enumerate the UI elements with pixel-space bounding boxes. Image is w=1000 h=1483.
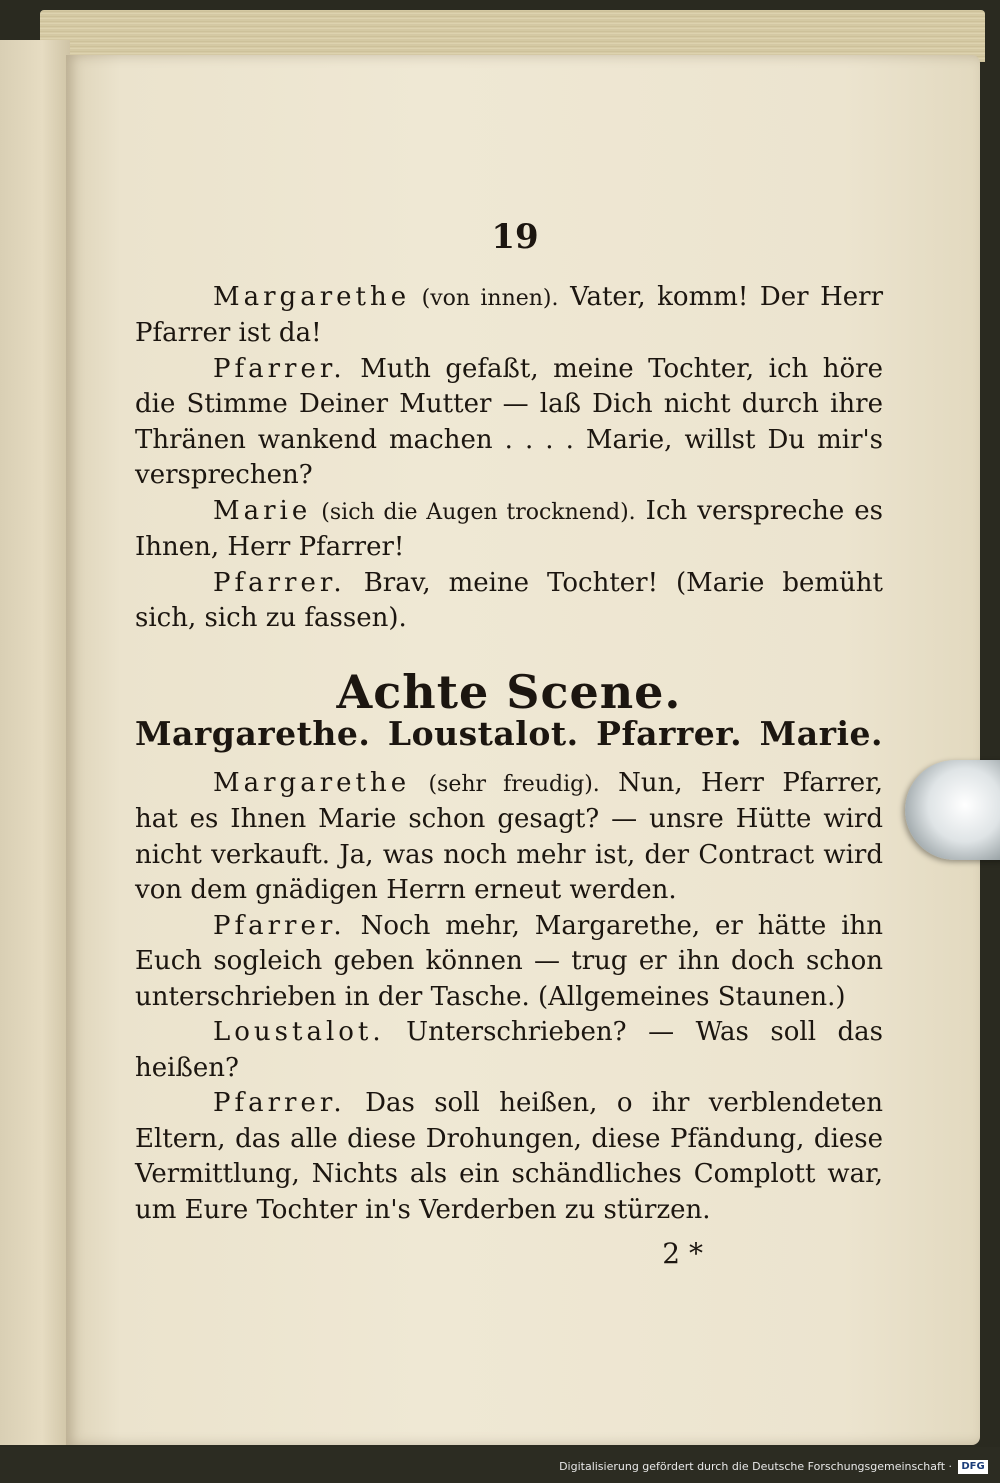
page-clip	[905, 760, 1000, 860]
page-content	[135, 217, 884, 1272]
paragraph: Pfarrer. Muth gefaßt, meine Tochter, ich höre die Stimme Deiner Mutter — laß Dich nicht durch ihre Thränen wankend machen . . . . Marie, willst Du mir's versprechen?	[135, 353, 884, 490]
paragraph: Margarethe (sehr freudig). Nun, Herr Pfarrer, hat es Ihnen Marie schon gesagt? — unsre Hütte wird nicht verkauft. Ja, was noch mehr ist, der Contract wird von dem gnädigen Herrn erneut werden.	[135, 767, 884, 905]
paragraph: Pfarrer. Brav, meine Tochter! (Marie bemüht sich, sich zu fassen).	[135, 567, 884, 633]
paragraph: Margarethe (von innen). Vater, komm! Der Herr Pfarrer ist da!	[135, 281, 884, 348]
page-number: 19	[491, 217, 539, 257]
scene-cast: Margarethe. Loustalot. Pfarrer. Marie.	[135, 714, 883, 753]
signature-mark: 2 *	[662, 1237, 703, 1270]
paragraph: Pfarrer. Noch mehr, Margarethe, er hätte ihn Euch sogleich geben können — trug er ihn doch schon unterschrieben in der Tasche. (Allgemeines Staunen.)	[135, 910, 884, 1012]
dfg-logo: DFG	[958, 1460, 988, 1474]
left-page-margin	[0, 40, 70, 1445]
paragraph: Loustalot. Unterschrieben? — Was soll das heißen?	[135, 1017, 884, 1083]
scene-title: Achte Scene.	[336, 664, 682, 719]
paragraph: Pfarrer. Das soll heißen, o ihr verblendeten Eltern, das alle diese Drohungen, diese Pfändung, diese Vermittlung, Nichts als ein schändliches Complott war, um Eure Tochter in's Verderben zu stürzen.	[135, 1088, 883, 1225]
paragraph: Marie (sich die Augen trocknend). Ich verspreche es Ihnen, Herr Pfarrer!	[135, 495, 884, 562]
footer-credit: Digitalisierung gefördert durch die Deutsche Forschungsgemeinschaft ·	[559, 1460, 952, 1473]
